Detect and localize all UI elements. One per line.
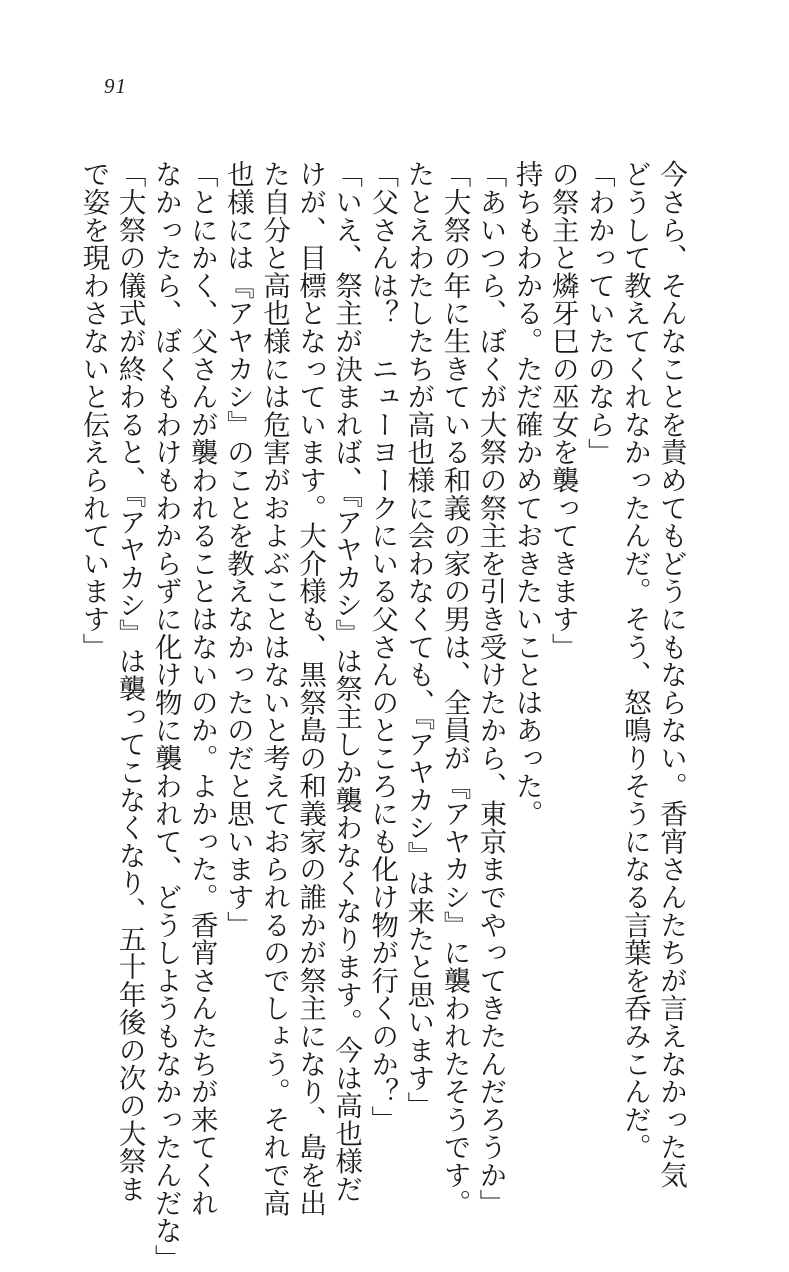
text-line: 「父さんは？ ニューヨークにいる父さんのところにも化け物が行くのか？」: [366, 160, 399, 1133]
text-line: 「大祭の儀式が終わると、『アヤカシ』は襲ってこなくなり、五十年後の次の大祭ま: [113, 160, 146, 1203]
text-line: 「とにかく、父さんが襲われることはないのか。よかった。香宵さんたちが来てくれ: [185, 160, 218, 1217]
text-line: けが、目標となっています。大介様も、黒祭島の和義家の誰かが祭主になり、島を出: [294, 160, 327, 1217]
text-line: 「いえ、祭主が決まれば、『アヤカシ』は祭主しか襲わなくなります。今は高也様だ: [330, 160, 363, 1203]
text-line: どうして教えてくれなかったんだ。そう、怒鳴りそうになる言葉を呑みこんだ。: [618, 160, 651, 1161]
page-number: 91: [104, 74, 127, 98]
text-line: 「わかっていたのなら」: [582, 160, 615, 466]
vertical-body-text: [39, 160, 689, 1272]
text-line: 持ちもわかる。ただ確かめておきたいことはあった。: [510, 160, 543, 828]
text-line: 今さら、そんなことを責めてもどうにもならない。香宵さんたちが言えなかった気: [655, 160, 687, 1189]
text-line: で姿を現わさないと伝えられています」: [77, 160, 110, 661]
text-line: 也様には『アヤカシ』のことを教えなかったのだと思います」: [221, 160, 254, 939]
text-line: た自分と高也様には危害がおよぶことはないと考えておられるのでしょう。それで高: [257, 160, 290, 1217]
text-line: たとえわたしたちが高也様に会わなくても、『アヤカシ』は来たと思います」: [402, 160, 435, 1120]
text-line: 「大祭の年に生きている和義の家の男は、全員が『アヤカシ』に襲われたそうです。: [438, 160, 471, 1217]
text-line: 「あいつら、ぼくが大祭の祭主を引き受けたから、東京までやってきたんだろうか」: [474, 160, 507, 1217]
text-line: の祭主と燐牙巳の巫女を襲ってきます」: [546, 160, 579, 661]
text-line: なかったら、ぼくもわけもわからずに化け物に襲われて、どうしようもなかったんだな」: [149, 160, 182, 1272]
